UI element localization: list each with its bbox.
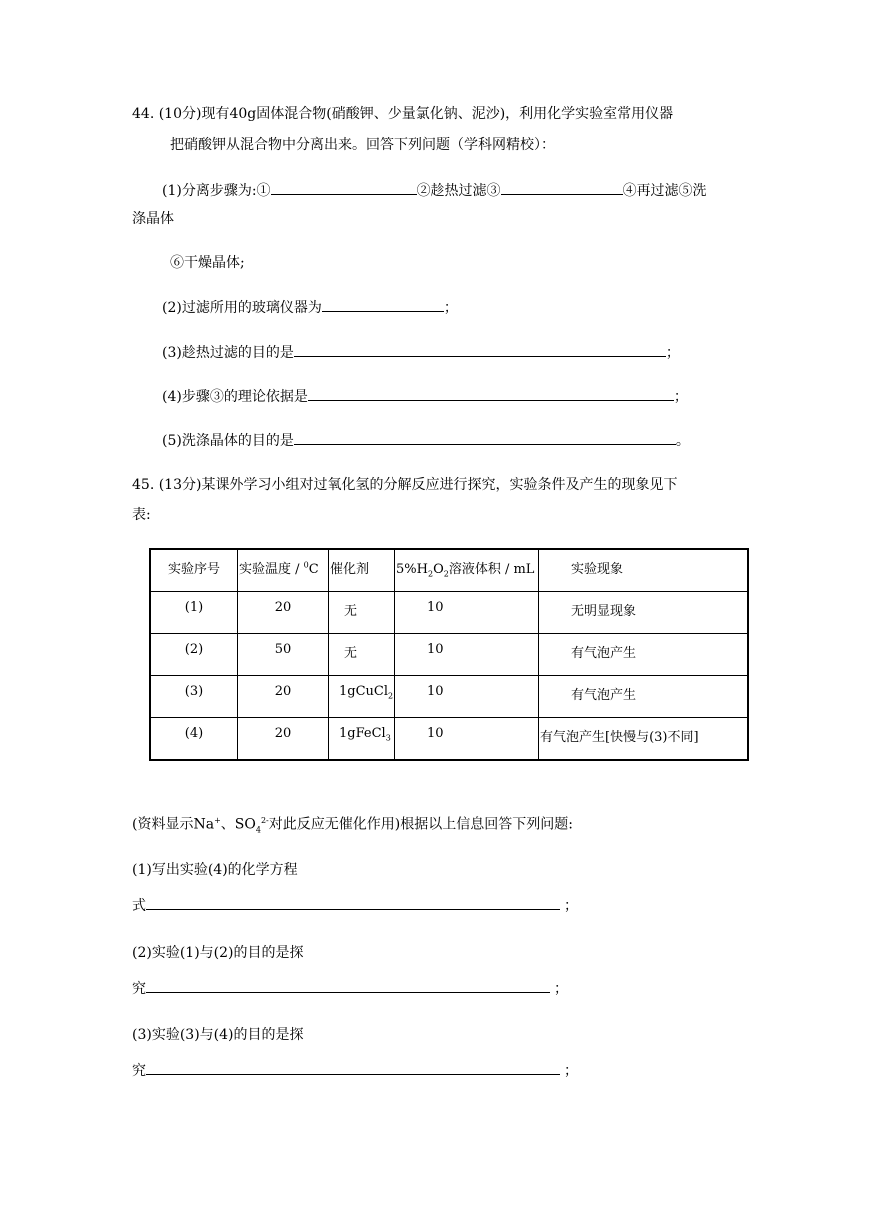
answer-blank-purpose-3-4[interactable] — [146, 1060, 560, 1075]
answer-blank-1[interactable] — [271, 180, 417, 195]
semicolon: ； — [673, 389, 688, 405]
q44-part2 — [162, 297, 458, 318]
q44-part1 — [162, 180, 707, 201]
q44-p5-label: (5)洗涤晶体的目的是 — [162, 433, 294, 449]
semicolon: ； — [443, 300, 458, 316]
period: 。 — [675, 433, 690, 449]
th-volume: $5\%H_2O_2$溶液体积 / mL — [395, 549, 539, 592]
q44-p2-label: (2)过滤所用的玻璃仪器为 — [162, 300, 322, 316]
q44-p4-label: (4)步骤③的理论依据是 — [162, 389, 308, 405]
q45-sub3-answer: 究 ； — [132, 1060, 578, 1081]
table-row: (4) 20 1gFeCl$_3$ 10 有气泡产生[快慢与(3)不同] — [150, 718, 748, 761]
q44-p1-step6: ⑥干燥晶体; — [170, 255, 245, 271]
th-observation: 实验现象 — [539, 549, 749, 592]
answer-blank-3[interactable] — [501, 180, 623, 195]
table-row: (1) 20 无 10 无明显现象 — [150, 592, 748, 634]
q44-header: 44. (10分)现有40g固体混合物(硝酸钾、少量氯化钠、泥沙)，利用化学实验室常用仪器 — [132, 106, 674, 122]
th-id: 实验序号 — [150, 549, 238, 592]
q45-sub1: (1)写出实验(4)的化学方程 — [132, 862, 298, 878]
q44-header-cont: 把硝酸钾从混合物中分离出来。回答下列问题（学科网精校）： — [170, 137, 555, 153]
answer-blank-purpose-1-2[interactable] — [146, 978, 550, 993]
answer-blank-wash[interactable] — [294, 430, 676, 445]
table-row: (2) 50 无 10 有气泡产生 — [150, 634, 748, 676]
table-header-row — [150, 549, 748, 592]
answer-blank-equation[interactable] — [146, 895, 560, 910]
q44-p1-step2: ②趁热过滤③ — [416, 183, 501, 199]
q44-p1-cont: 涤晶体 — [132, 211, 174, 227]
q44-part5 — [162, 430, 690, 451]
table-row: (3) 20 1gCuCl$_2$ 10 有气泡产生 — [150, 676, 748, 718]
experiment-table — [149, 548, 749, 761]
answer-blank-hot-filter[interactable] — [294, 342, 666, 357]
th-catalyst: 催化剂 — [329, 549, 395, 592]
q45-header: 45. (13分)某课外学习小组对过氧化氢的分解反应进行探究，实验条件及产生的现象见下 — [132, 477, 678, 493]
q45-sub3: (3)实验(3)与(4)的目的是探 — [132, 1027, 304, 1043]
q45-sub1-answer: 式 ； — [132, 895, 578, 916]
q44-part3 — [162, 342, 680, 363]
answer-blank-glassware[interactable] — [322, 297, 444, 312]
q44-part4 — [162, 386, 688, 407]
th-temp: 实验温度 / $^0$C — [238, 549, 329, 592]
q45-header-cont: 表: — [132, 507, 151, 523]
q44-p3-label: (3)趁热过滤的目的是 — [162, 345, 294, 361]
answer-blank-basis[interactable] — [308, 386, 674, 401]
q45-sub2: (2)实验(1)与(2)的目的是探 — [132, 945, 304, 961]
q44-p1-step4: ④再过滤⑤洗 — [622, 183, 707, 199]
semicolon: ； — [665, 345, 680, 361]
q45-note: (资料显示Na+、$SO_4^{2-}$对此反应无催化作用)根据以上信息回答下列问题: — [132, 816, 573, 835]
q44-p1-label: (1)分离步骤为:① — [162, 183, 271, 199]
q45-sub2-answer: 究 ； — [132, 978, 568, 999]
